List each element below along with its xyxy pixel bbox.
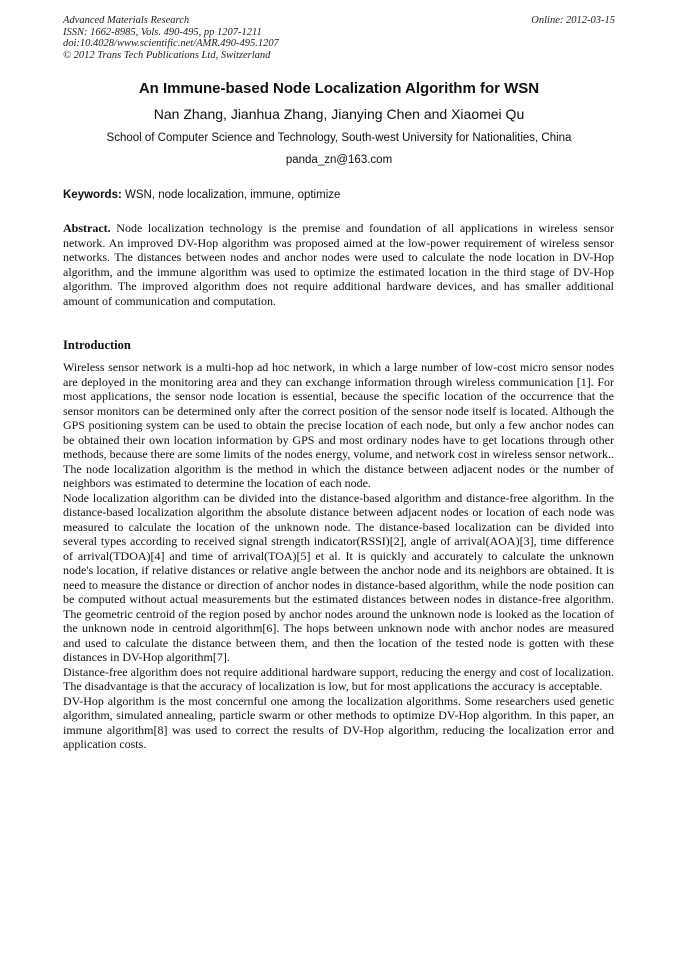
journal-header [63, 15, 423, 61]
doi-line: doi:10.4028/www.scientific.net/AMR.490-495.1207 [63, 38, 279, 49]
journal-name: Advanced Materials Research [63, 15, 190, 26]
introduction-body [63, 360, 614, 752]
abstract-label: Abstract. [63, 221, 111, 235]
keywords-label: Keywords: [63, 189, 122, 201]
intro-paragraph: DV-Hop algorithm is the most concernful one among the localization algorithms. Some researchers used genetic algorithm, simulated annealing, particle swarm or other methods to optimize DV-Hop algorithm. In this paper, an immune algorithm[8] was used to correct the results of DV-Hop algorithm, reducing the localization error and application costs. [63, 693, 614, 751]
section-heading-introduction: Introduction [63, 338, 131, 352]
intro-paragraph: Distance-free algorithm does not require additional hardware support, reducing the energy and cost of localization. The disadvantage is that the accuracy of localization is low, but for most applications the accuracy is acceptable. [63, 664, 614, 693]
keywords-line [63, 188, 615, 202]
copyright-line: © 2012 Trans Tech Publications Ltd, Switzerland [63, 49, 271, 61]
keywords-text: WSN, node localization, immune, optimize [125, 189, 341, 201]
paper-authors: Nan Zhang, Jianhua Zhang, Jianying Chen and Xiaomei Qu [153, 106, 525, 122]
author-email: panda_zn@163.com [285, 154, 393, 166]
intro-paragraph: Wireless sensor network is a multi-hop ad hoc network, in which a large number of low-cost micro sensor nodes are deployed in the monitoring area and they can exchange information through wireless communication [1]. For most applications, the sensor node location is essential, because the specific location of the occurrence that the sensor monitors can be determined only after the correct position of the sensor node itself is located. Although the GPS positioning system can be used to obtain the precise location of each node, but only a few anchor nodes can be obtained their own location information by GPS and most ordinary nodes have to get locations through other methods, because there are some limits of the nodes energy, volume, and network cost in wireless sensor network.. The node localization algorithm is the method in which the distance between adjacent nodes or the number of neighbors was estimated to determine the location of each node. [63, 360, 614, 490]
paper-affiliation: School of Computer Science and Technology, South-west University for Nationalities, China [106, 132, 572, 144]
abstract-text: Node localization technology is the premise and foundation of all applications in wireless sensor network. An improved DV-Hop algorithm was proposed aimed at the low-power requirement of wireless sensor networks. The distances between nodes and anchor nodes were used to calculate the node location in DV-Hop algorithm, and the immune algorithm was used to optimize the estimated location in the third stage of DV-Hop algorithm. The improved algorithm does not require additional hardware devices, and has smaller additional amount of communication and computation. [63, 221, 615, 308]
paper-title: An Immune-based Node Localization Algorithm for WSN [138, 80, 540, 97]
online-date: Online: 2012-03-15 [531, 15, 615, 26]
abstract-paragraph [63, 221, 614, 308]
issn-line: ISSN: 1662-8985, Vols. 490-495, pp 1207-1211 [63, 26, 262, 38]
intro-paragraph: Node localization algorithm can be divided into the distance-based algorithm and distance-free algorithm. In the distance-based localization algorithm the absolute distance between adjacent nodes or location of each node was measured to calculate the location of the unknown node. The distance-based localization can be divided into several types according to received signal strength indicator(RSSI)[2], angle of arrival(AOA)[3], time difference of arrival(TDOA)[4] and time of arrival(TOA)[5] et al. It is quickly and accurately to calculate the unknown node's location, if relative distances or relative angle between the anchor node and its neighbors are obtained. It is need to measure the distance or direction of anchor nodes in distance-based algorithm, while the node position can be computed without actual measurements but the estimated distances between nodes in distance-free algorithm. The geometric centroid of the region posed by anchor nodes around the unknown node is looked as the location of the unknown node in centroid algorithm[6]. The hops between unknown node with anchor nodes are measured and used to calculate the distance between them, and then the location of the tested node is gotten with these distances in DV-Hop algorithm[7]. [63, 490, 614, 664]
